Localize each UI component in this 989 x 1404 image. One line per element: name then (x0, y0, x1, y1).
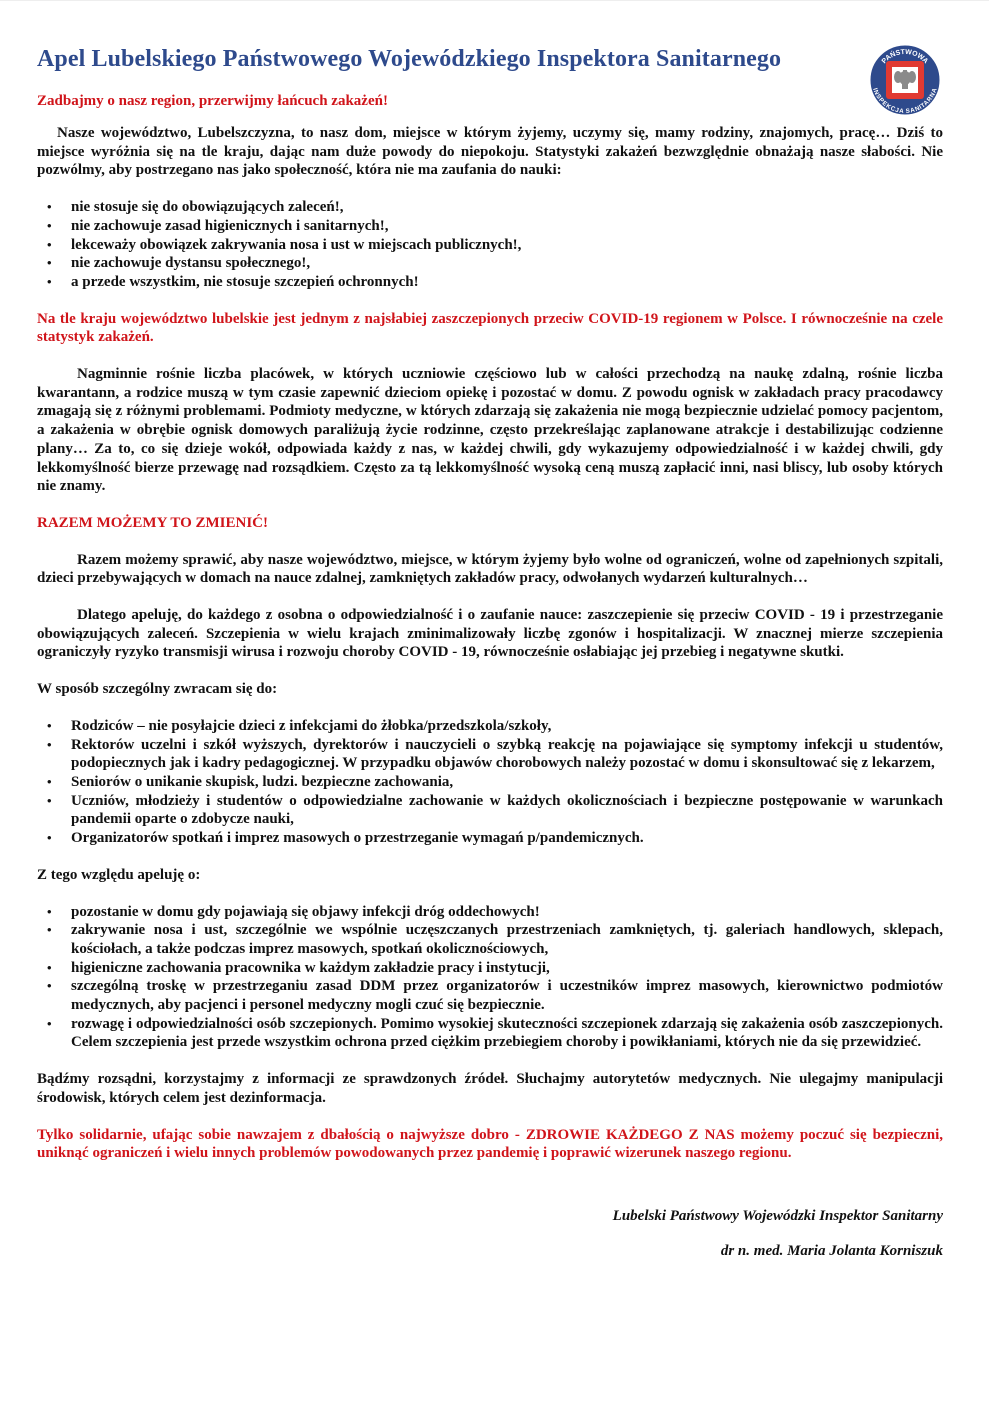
signature-name: dr n. med. Maria Jolanta Korniszuk (720, 1242, 943, 1259)
list-item: • nie stosuje się do obowiązujących zaleceń!, (37, 198, 943, 217)
svg-text:PAŃSTWOWA: PAŃSTWOWA (880, 48, 930, 66)
list-item: • szczególną troskę w przestrzeganiu zasad DDM przez organizatorów i uczestników imprez masowych, kierownictwo podmiotów medycznych, aby pacjenci i personel medyczny mogli czuć się bezpiecznie. (37, 977, 943, 1014)
pis-emblem-icon (869, 44, 941, 116)
list-item: • lekceważy obowiązek zakrywania nosa i ust w miejscach publicznych!, (37, 236, 943, 255)
list-item: • zakrywanie nosa i ust, szczególnie we wspólnie uczęszczanych przestrzeniach zamkniętych, tj. galeriach handlowych, sklepach, kościołach, a także podczas imprez masowych, spotkań okolicznościowych, (37, 921, 943, 958)
list-item: • Rodziców – nie posyłajcie dzieci z infekcjami do żłobka/przedszkola/szkoły, (37, 717, 943, 736)
intro-bullet-list (37, 198, 943, 292)
addressees-heading: W sposób szczególny zwracam się do: (37, 681, 278, 698)
document-subtitle: Zadbajmy o nasz region, przerwijmy łańcuch zakażeń! (37, 93, 388, 109)
intro-paragraph: Nasze województwo, Lubelszczyzna, to nasz dom, miejsce w którym żyjemy, uczymy się, mamy rodziny, znajomych, pracę… Dziś to miejsce wyróżnia się na tle kraju, dając nam duże powody do niepokoju. Statystyki zakażeń bezwzględnie obnażają nasze słabości. Nie pozwólmy, aby postrzegano nas jako społeczność, która nie ma zaufania do nauki: (37, 125, 943, 179)
requests-bullet-list (37, 903, 943, 1053)
list-item: • Organizatorów spotkań i imprez masowych o przestrzeganie wymagań p/pandemicznych. (37, 829, 943, 848)
list-item: • a przede wszystkim, nie stosuje szczepień ochronnych! (37, 273, 943, 292)
requests-heading: Z tego względu apeluję o: (37, 866, 201, 883)
list-item: • nie zachowuje zasad higienicznych i sanitarnych!, (37, 217, 943, 236)
svg-text:INSPEKCJA SANITARNA: INSPEKCJA SANITARNA (871, 87, 939, 116)
document-title: Apel Lubelskiego Państwowego Wojewódzkiego Inspektora Sanitarnego (37, 46, 782, 72)
document-body (37, 124, 943, 1260)
list-item: • Uczniów, młodzieży i studentów o odpowiedzialne zachowanie w każdych okolicznościach i bezpieczne postępowanie w warunkach pandemii oparte o zdobycze nauki, (37, 792, 943, 829)
list-item: • nie zachowuje dystansu społecznego!, (37, 254, 943, 273)
together-paragraph: Razem możemy sprawić, aby nasze województwo, miejsce, w którym żyjemy było wolne od ograniczeń, wolne od zapełnionych szpitali, dzieci przebywających w domach na nauce zdalnej, zamkniętych zakładów pracy, odwołanych wydarzeń kulturalnych… (37, 551, 943, 587)
list-item: • Rektorów uczelni i szkół wyższych, dyrektorów i nauczycieli o szybką reakcję na pojawiające się symptomy infekcji u studentów, podopiecznych jak i kadry pedagogicznej. W przypadku objawów chorobowych należy pozostać w domu i skonsultować się z lekarzem, (37, 736, 943, 773)
list-item: • Seniorów o unikanie skupisk, ludzi. bezpieczne zachowania, (37, 773, 943, 792)
warning-paragraph: Na tle kraju województwo lubelskie jest jednym z najsłabiej zaszczepionych przeciw COVID-19 regionem w Polsce. I równocześnie na czele statystyk zakażeń. (37, 310, 943, 346)
closing-paragraph: Bądźmy rozsądni, korzystajmy z informacji ze sprawdzonych źródeł. Słuchajmy autorytetów medycznych. Nie ulegajmy manipulacji środowisk, których celem jest dezinformacja. (37, 1071, 943, 1106)
together-heading: RAZEM MOŻEMY TO ZMIENIĆ! (37, 514, 268, 531)
final-appeal-paragraph: Tylko solidarnie, ufając sobie nawzajem z dbałością o najwyższe dobro - ZDROWIE KAŻDEGO Z NAS możemy poczuć się bezpieczni, uniknąć ograniczeń i wielu innych problemów powodowanych przez pandemię i poprawić wizerunek naszego regionu. (37, 1126, 943, 1162)
list-item: • rozwagę i odpowiedzialności osób szczepionych. Pomimo wysokiej skuteczności szczepionek zdarzają się zakażenia osób zaszczepionych. Celem szczepienia jest przede wszystkim ochrona przed ciężkim przebiegiem choroby i powikłaniami, których nie da się przewidzieć. (37, 1015, 943, 1052)
signature-position: Lubelski Państwowy Wojewódzki Inspektor Sanitarny (612, 1207, 943, 1224)
list-item: • higieniczne zachowania pracownika w każdym zakładzie pracy i instytucji, (37, 959, 943, 978)
situation-paragraph: Nagminnie rośnie liczba placówek, w których uczniowie częściowo lub w całości przechodzą na naukę zdalną, rośnie liczba kwarantann, a rodzice muszą w tym czasie zapewnić dzieciom opiekę i pozostać w domu. Z powodu ognisk w zakładach pracy pracodawcy zmagają się z różnymi problemami. Podmioty medyczne, w których zdarzają się zakażenia nie mogą bezpiecznie udzielać pomocy pacjentom, a zakażenia w obrębie ognisk domowych paraliżują życie rodzinne, często przekreślając zaplanowane atrakcje i destabilizując codzienne plany… Za to, co się dzieje wokół, odpowiada każdy z nas, w każdej chwili, gdy wykazujemy odpowiedzialność i w każdej chwili, gdy lekkomyślność bierze przewagę nad rozsądkiem. Często za tą lekkomyślność wysoką ceną muszą zapłacić inni, nasi bliscy, lub osoby których nie znamy. (37, 366, 943, 495)
appeal-paragraph: Dlatego apeluję, do każdego z osobna o odpowiedzialność i o zaufanie nauce: zaszczepienie się przeciw COVID - 19 i przestrzeganie obowiązujących zaleceń. Szczepienia w wielu krajach zminimalizowały liczbę zgonów i hospitalizacji. W znacznej mierze szczepienia ograniczyły ryzyko transmisji wirusa i rozwoju choroby COVID - 19, równocześnie osłabiając jej przebieg i negatywne skutki. (37, 607, 943, 661)
addressees-bullet-list (37, 717, 943, 848)
list-item: • pozostanie w domu gdy pojawiają się objawy infekcji dróg oddechowych! (37, 903, 943, 922)
